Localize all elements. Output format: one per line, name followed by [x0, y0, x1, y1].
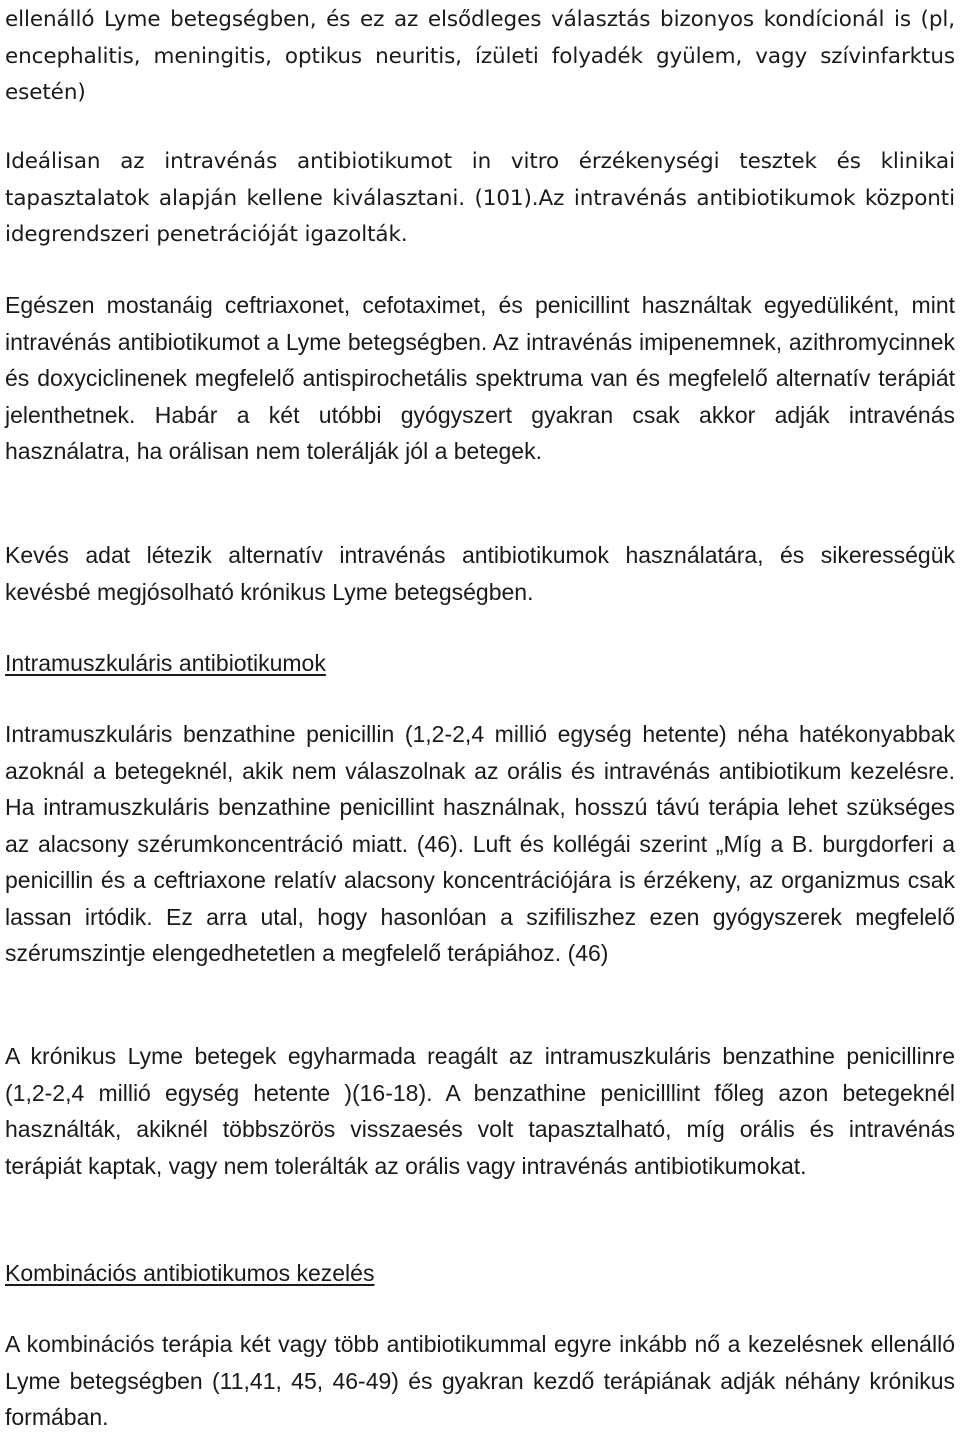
paragraph-lyme-resistant: ellenálló Lyme betegségben, és ez az elsődleges választás bizonyos kondícionál is (pl, encephalitis, meningitis, optikus neuritis, ízületi folyadék gyülem, vagy szívinfarktus esetén)	[5, 7, 955, 105]
paragraph-alternative-iv: Kevés adat létezik alternatív intravénás antibiotikumok használatára, és sikerességük kevésbé megjósolható krónikus Lyme betegségben.	[5, 542, 955, 605]
paragraph-iv-selection: Ideálisan az intravénás antibiotikumot in vitro érzékenységi tesztek és klinikai tapasztalatok alapján kellene kiválasztani. (101).Az intravénás antibiotikumok központi idegrendszeri penetrációját igazolták.	[5, 149, 955, 247]
paragraph-combination-therapy: A kombinációs terápia két vagy több antibiotikummal egyre inkább nő a kezelésnek ellenálló Lyme betegségben (11,41, 45, 46-49) és gyakran kezdő terápiának adják néhány krónikus formában.	[5, 1331, 955, 1430]
heading-intramuscular: Intramuszkuláris antibiotikumok	[5, 650, 326, 676]
paragraph-benzathine-penicillin: Intramuszkuláris benzathine penicillin (1,2-2,4 millió egység hetente) néha hatékonyabbak azoknál a betegeknél, akik nem válaszolnak az orális és intravénás antibiotikum kezelésre. Ha intramuszkuláris benzathine penicillint használnak, hosszú távú terápia lehet szükséges az alacsony szérumkoncentráció miatt. (46). Luft és kollégái szerint „Míg a B. burgdorferi a penicillin és a ceftriaxone relatív alacsony koncentrációjára is érzékeny, az organizmus csak lassan irtódik. Ez arra utal, hogy hasonlóan a szifiliszhez ezen gyógyszerek megfelelő szérumszintje elengedhetetlen a megfelelő terápiához. (46)	[5, 721, 955, 966]
paragraph-chronic-lyme-response: A krónikus Lyme betegek egyharmada reagált az intramuszkuláris benzathine penicillinre (1,2-2,4 millió egység hetente )(16-18). A benzathine penicilllint főleg azon betegeknél használták, akiknél többszörös visszaesés volt tapasztalható, míg orális és intravénás terápiát kaptak, vagy nem tolerálták az orális vagy intravénás antibiotikumokat.	[5, 1043, 955, 1179]
heading-combination-therapy: Kombinációs antibiotikumos kezelés	[5, 1260, 375, 1286]
paragraph-ceftriaxone-usage: Egészen mostanáig ceftriaxonet, cefotaximet, és penicillint használtak egyedüliként, mint intravénás antibiotikumot a Lyme betegségben. Az intravénás imipenemnek, azithromycinnek és doxyciclinenek megfelelő antispirochetális spektruma van és megfelelő alternatív terápiát jelenthetnek. Habár a két utóbbi gyógyszert gyakran csak akkor adják intravénás használatra, ha orálisan nem tolerálják jól a betegek.	[5, 292, 955, 464]
